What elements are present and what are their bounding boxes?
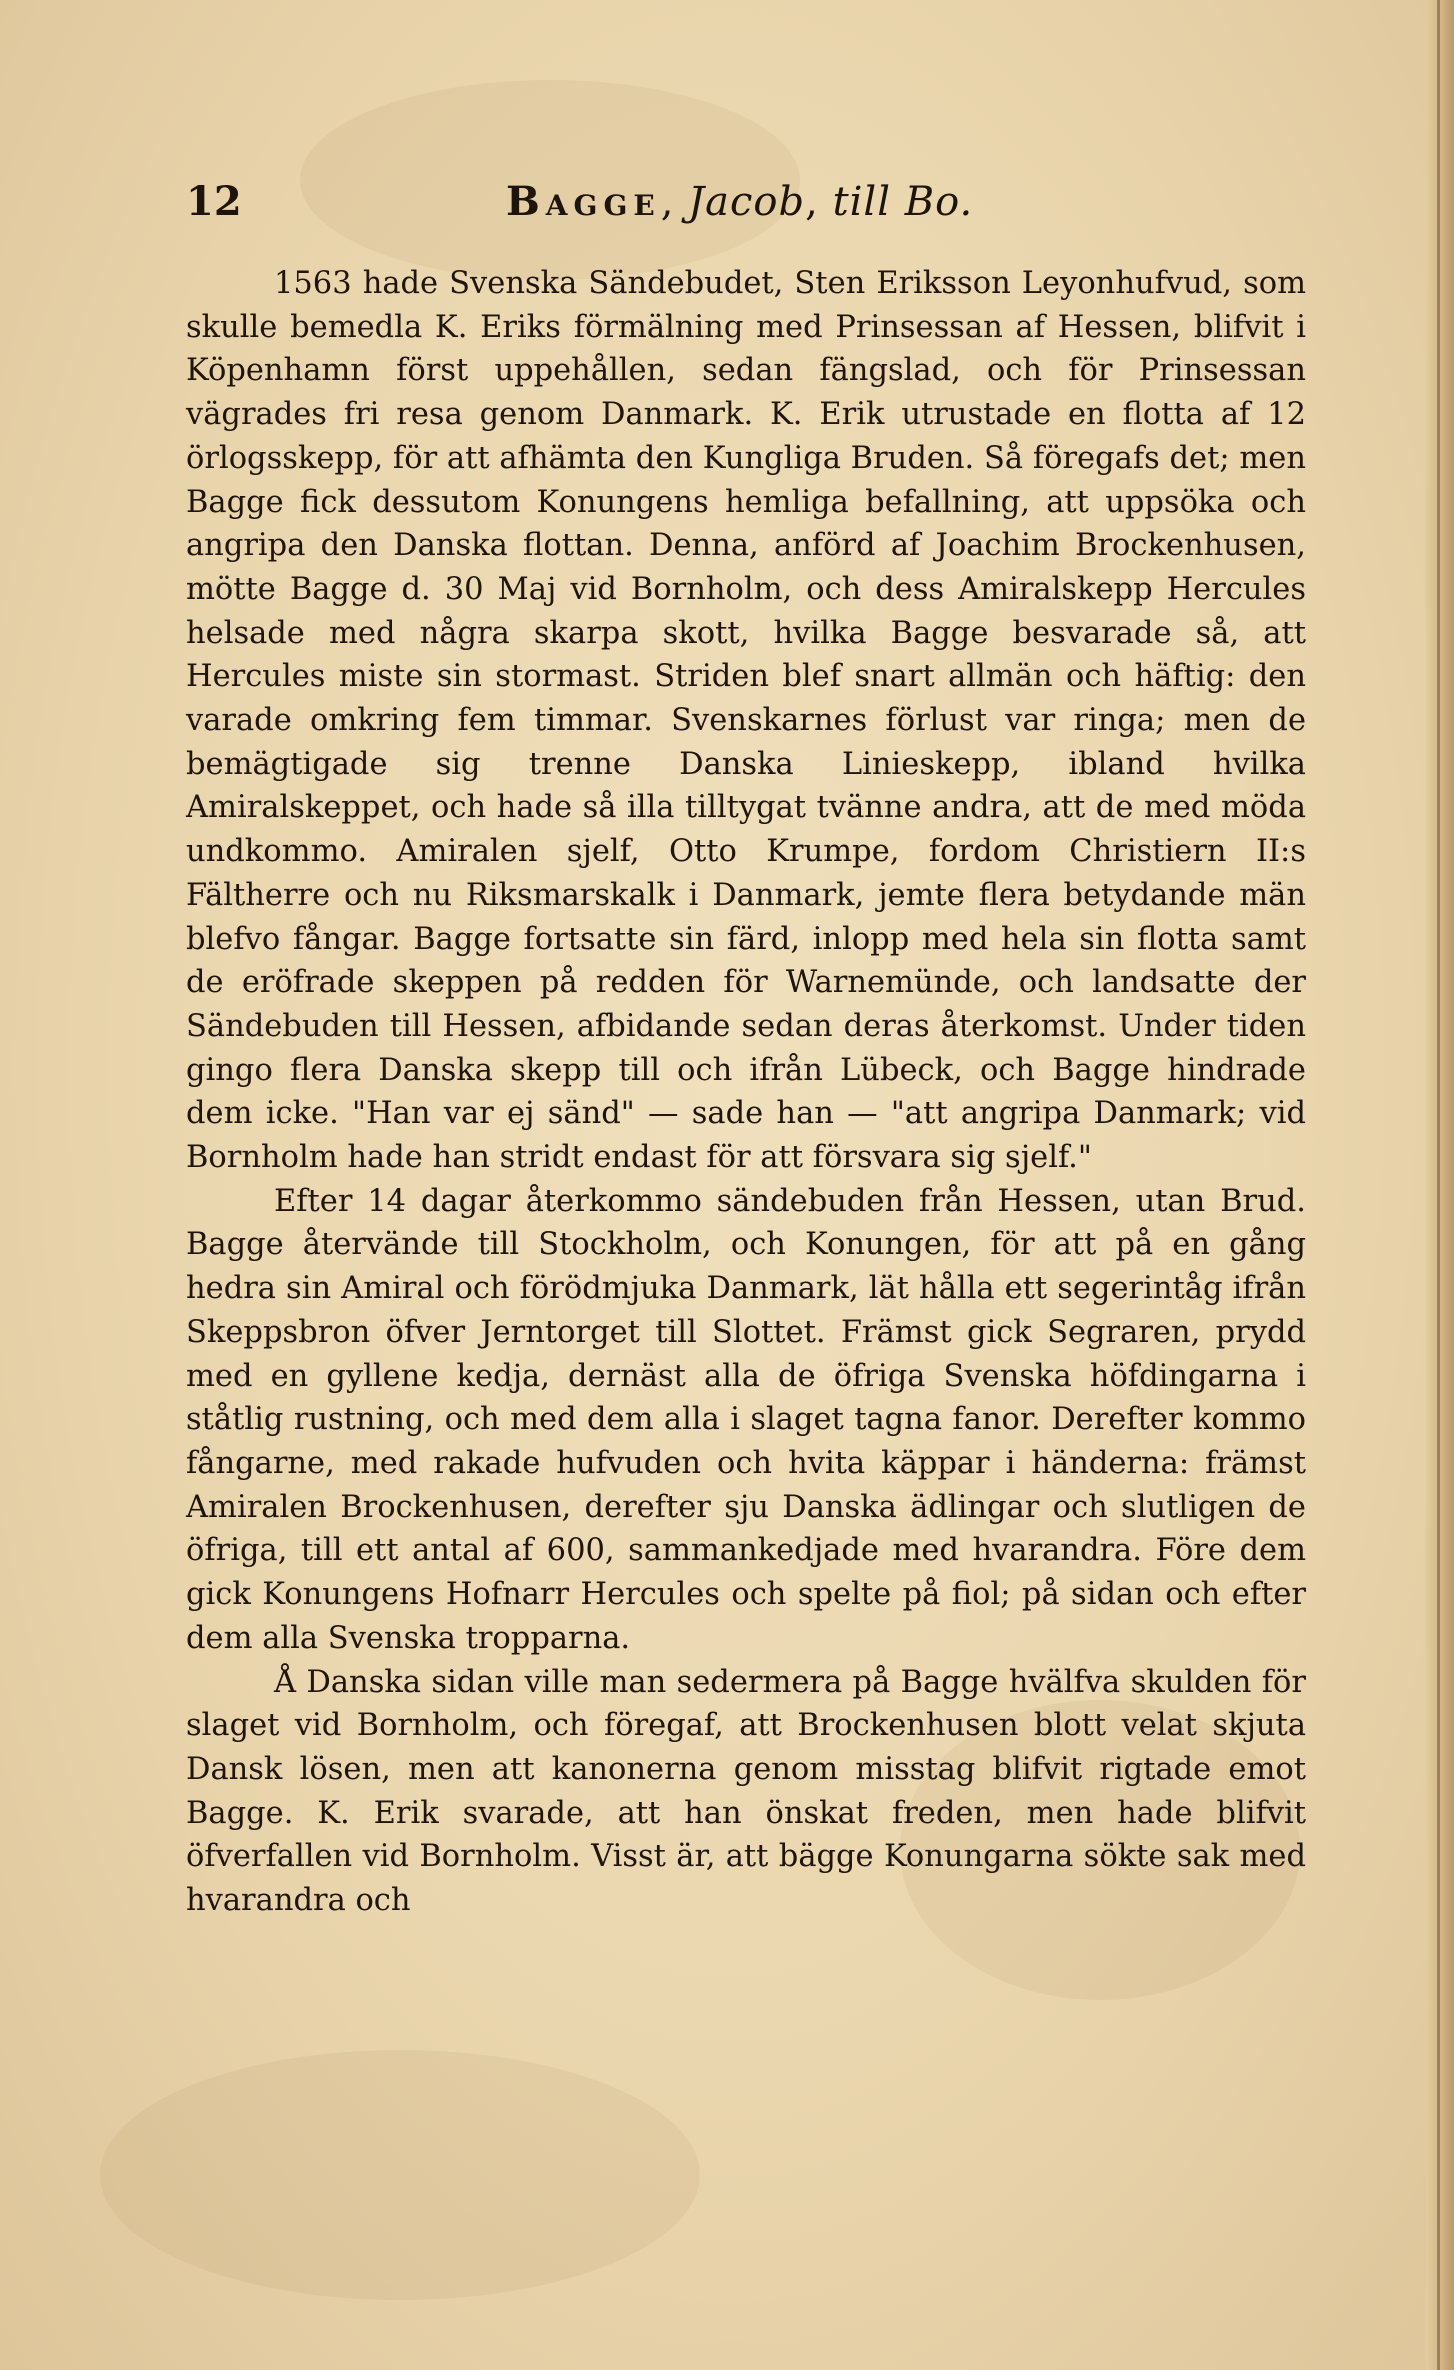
paragraph: 1563 hade Svenska Sändebudet, Sten Eriksson Leyonhufvud, som skulle bemedla K. Eriks förmälning med Prinsessan af Hessen, blifvit i Köpenhamn först uppehållen, sedan fängslad, och för Prinsessan vägrades fri resa genom Danmark. K. Erik utrustade en flotta af 12 örlogsskepp, för att afhämta den Kungliga Bruden. Så föregafs det; men Bagge fick dessutom Konungens hemliga befallning, att uppsöka och angripa den Danska flottan. Denna, anförd af Joachim Brockenhusen, mötte Bagge d. 30 Maj vid Bornholm, och dess Amiralskepp Hercules helsade med några skarpa skott, hvilka Bagge besvarade så, att Hercules miste sin stormast. Striden blef snart allmän och häftig: den varade omkring fem timmar. Svenskarnes förlust var ringa; men de bemägtigade sig trenne Danska Linieskepp, ibland hvilka Amiralskeppet, och hade så illa tilltygat tvänne andra, att de med möda undkommo. Amiralen sjelf, Otto Krumpe, fordom Christiern II:s Fältherre och nu Riksmarskalk i Danmark, jemte flera betydande män blefvo fångar. Bagge fortsatte sin färd, inlopp med hela sin flotta samt de eröfrade skeppen på redden för Warnemünde, och landsatte der Sändebuden till Hessen, afbidande sedan deras återkomst. Under tiden gingo flera Danska skepp till och ifrån Lübeck, och Bagge hindrade dem icke. "Han var ej sänd" — sade han — "att angripa Danmark; vid Bornholm hade han stridt endast för att försvara sig sjelf."	[186, 266, 1306, 1176]
running-title-surname: Bagge	[506, 178, 661, 225]
paper-stain	[100, 2050, 700, 2300]
paragraph: Efter 14 dagar återkommo sändebuden från Hessen, utan Brud. Bagge återvände till Stockholm, och Konungen, för att på en gång hedra sin Amiral och förödmjuka Danmark, lät hålla ett segerintåg ifrån Skeppsbron öfver Jerntorget till Slottet. Främst gick Segraren, prydd med en gyllene kedja, dernäst alla de öfriga Svenska höfdingarna i ståtlig rustning, och med dem alla i slaget tagna fanor. Derefter kommo fångarne, med rakade hufvuden och hvita käppar i händerna: främst Amiralen Brockenhusen, derefter sju Danska ädlingar och slutligen de öfriga, till ett antal af 600, sammankedjade med hvarandra. Före dem gick Konungens Hofnarr Hercules och spelte på fiol; på sidan och efter dem alla Svenska tropparna.	[186, 1183, 1306, 1656]
running-header	[186, 178, 1306, 248]
running-title: Bagge, Jacob, till Bo.	[506, 178, 974, 225]
page-gutter	[1426, 0, 1454, 2370]
running-title-name: Jacob	[688, 179, 806, 225]
body-text	[186, 262, 1306, 1923]
running-title-place: till Bo.	[832, 179, 974, 225]
binding-edge	[1437, 0, 1440, 2370]
page-number: 12	[186, 178, 242, 225]
paragraph: Å Danska sidan ville man sedermera på Bagge hvälfva skulden för slaget vid Bornholm, och föregaf, att Brockenhusen blott velat skjuta Dansk lösen, men att kanonerna genom misstag blifvit rigtade emot Bagge. K. Erik svarade, att han önskat freden, men hade blifvit öfverfallen vid Bornholm. Visst är, att bägge Konungarna sökte sak med hvarandra och	[186, 1664, 1306, 1919]
